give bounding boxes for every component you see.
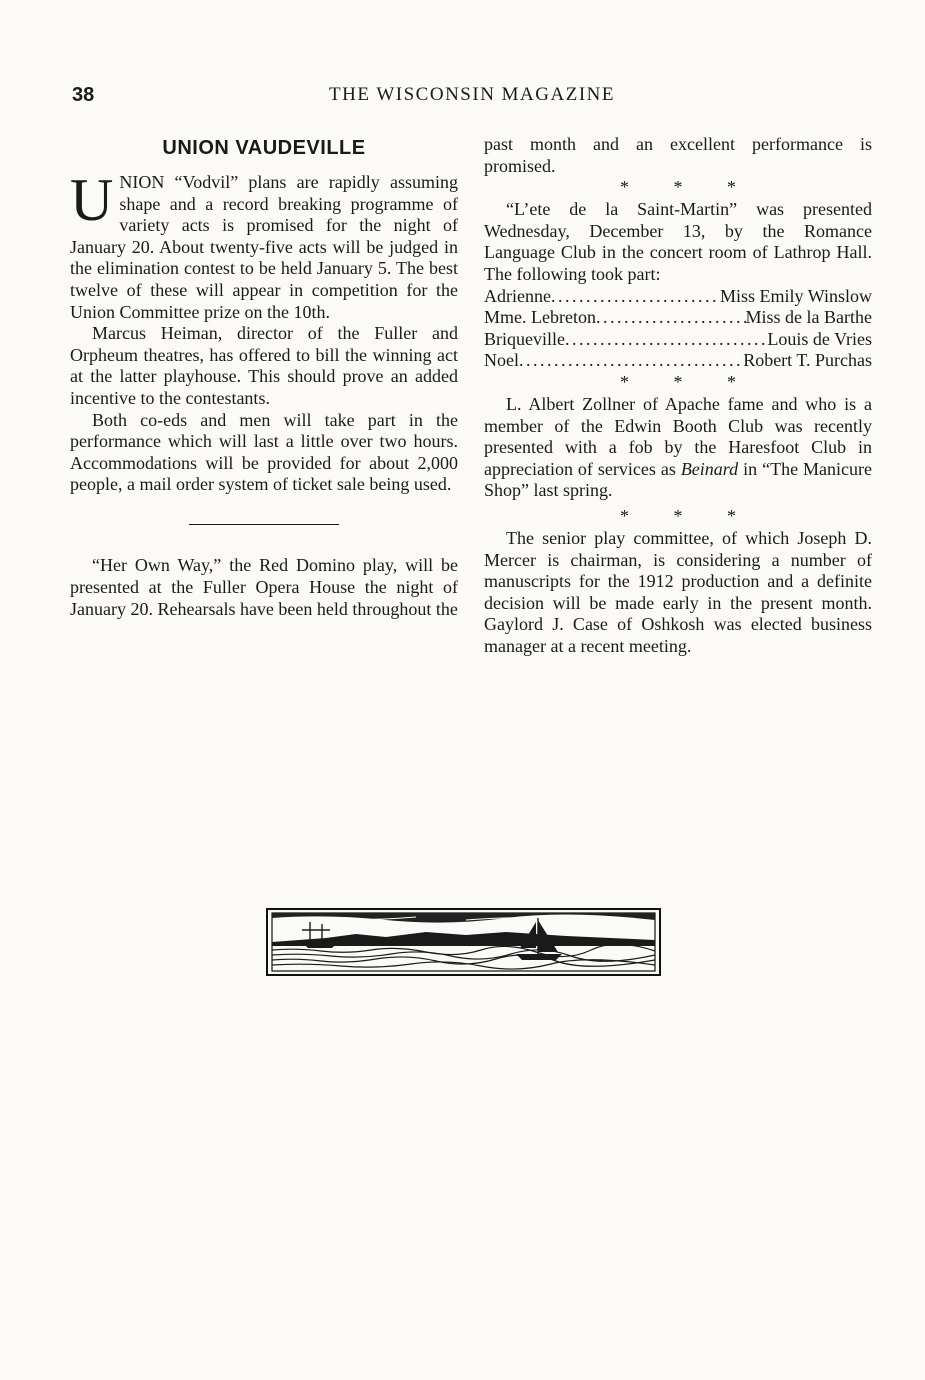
magazine-title: THE WISCONSIN MAGAZINE bbox=[329, 84, 615, 105]
cast-actor: Robert T. Purchas bbox=[743, 350, 872, 371]
star-separator: * * * bbox=[620, 177, 756, 198]
star-separator: * * * bbox=[620, 505, 756, 526]
cast-role: Mme. Lebreton bbox=[484, 307, 596, 328]
leader-dots bbox=[519, 350, 743, 372]
article-headline: UNION VAUDEVILLE bbox=[162, 137, 366, 159]
paragraph-text: NION “Vodvil” plans are rapidly assuming shape and a record breaking programme of variety acts is promised for the night of January 20. About twenty-five acts will be judged in the elimination contest to be held January 5. The best twelve of these will appear in competition for the Union Committee prize on the 10th. bbox=[70, 172, 458, 322]
article-paragraph: “L’ete de la Saint-Martin” was presented Wednesday, December 13, by the Romance Language Club in the concert room of Lathrop Hall. The following took part: bbox=[484, 199, 872, 284]
cast-role: Briqueville bbox=[484, 328, 565, 349]
cast-row bbox=[484, 286, 872, 308]
cast-actor: Louis de Vries bbox=[767, 328, 872, 349]
sailboat-vignette bbox=[266, 908, 661, 976]
paragraph-text: L. Albert Zollner of Apache fame and who is a member of the Edwin Booth Club was recently presented with a fob by the Haresfoot Club in appreciation of services as bbox=[484, 393, 872, 479]
italic-title: Beinard bbox=[680, 458, 739, 479]
article-paragraph bbox=[484, 394, 872, 502]
cast-role: Noel bbox=[484, 350, 519, 371]
running-head bbox=[72, 84, 872, 110]
article-paragraph bbox=[70, 167, 458, 323]
cast-row bbox=[484, 329, 872, 351]
leader-dots bbox=[596, 307, 746, 329]
right-column bbox=[484, 134, 872, 657]
page-number: 38 bbox=[72, 84, 95, 106]
cast-row bbox=[484, 350, 872, 372]
drop-cap: U bbox=[70, 167, 114, 233]
leader-dots bbox=[565, 329, 767, 351]
section-divider bbox=[189, 524, 339, 526]
star-separator: * * * bbox=[620, 371, 756, 392]
left-column bbox=[70, 134, 458, 620]
cast-row bbox=[484, 307, 872, 329]
article-paragraph: Marcus Heiman, director of the Fuller and Orpheum theatres, has offered to bill the winning act at the latter playhouse. This should prove an added incentive to the contestants. bbox=[70, 323, 458, 408]
cast-role: Adrienne bbox=[484, 285, 551, 306]
cast-list bbox=[484, 286, 872, 372]
leader-dots bbox=[551, 286, 720, 308]
cast-actor: Miss Emily Winslow bbox=[720, 285, 872, 306]
article-paragraph: The senior play committee, of which Joseph D. Mercer is chairman, is considering a number of manuscripts for the 1912 production and a definite decision will be made early in the present month. Gaylord J. Case of Oshkosh was elected business manager at a recent meeting. bbox=[484, 527, 872, 656]
cast-actor: Miss de la Barthe bbox=[745, 307, 872, 328]
article-paragraph: Both co-eds and men will take part in the performance which will last a little over two hours. Accommodations will be provided for about 2,000 people, a mail order system of ticket sale being used. bbox=[70, 409, 458, 495]
article-paragraph: past month and an excellent performance is promised. bbox=[484, 134, 872, 176]
paragraph-text: in “The Manicure Shop” last spring. bbox=[484, 458, 872, 501]
article-paragraph: “Her Own Way,” the Red Domino play, will be presented at the Fuller Opera House the night of January 20. Rehearsals have been held throughout the bbox=[70, 555, 458, 619]
